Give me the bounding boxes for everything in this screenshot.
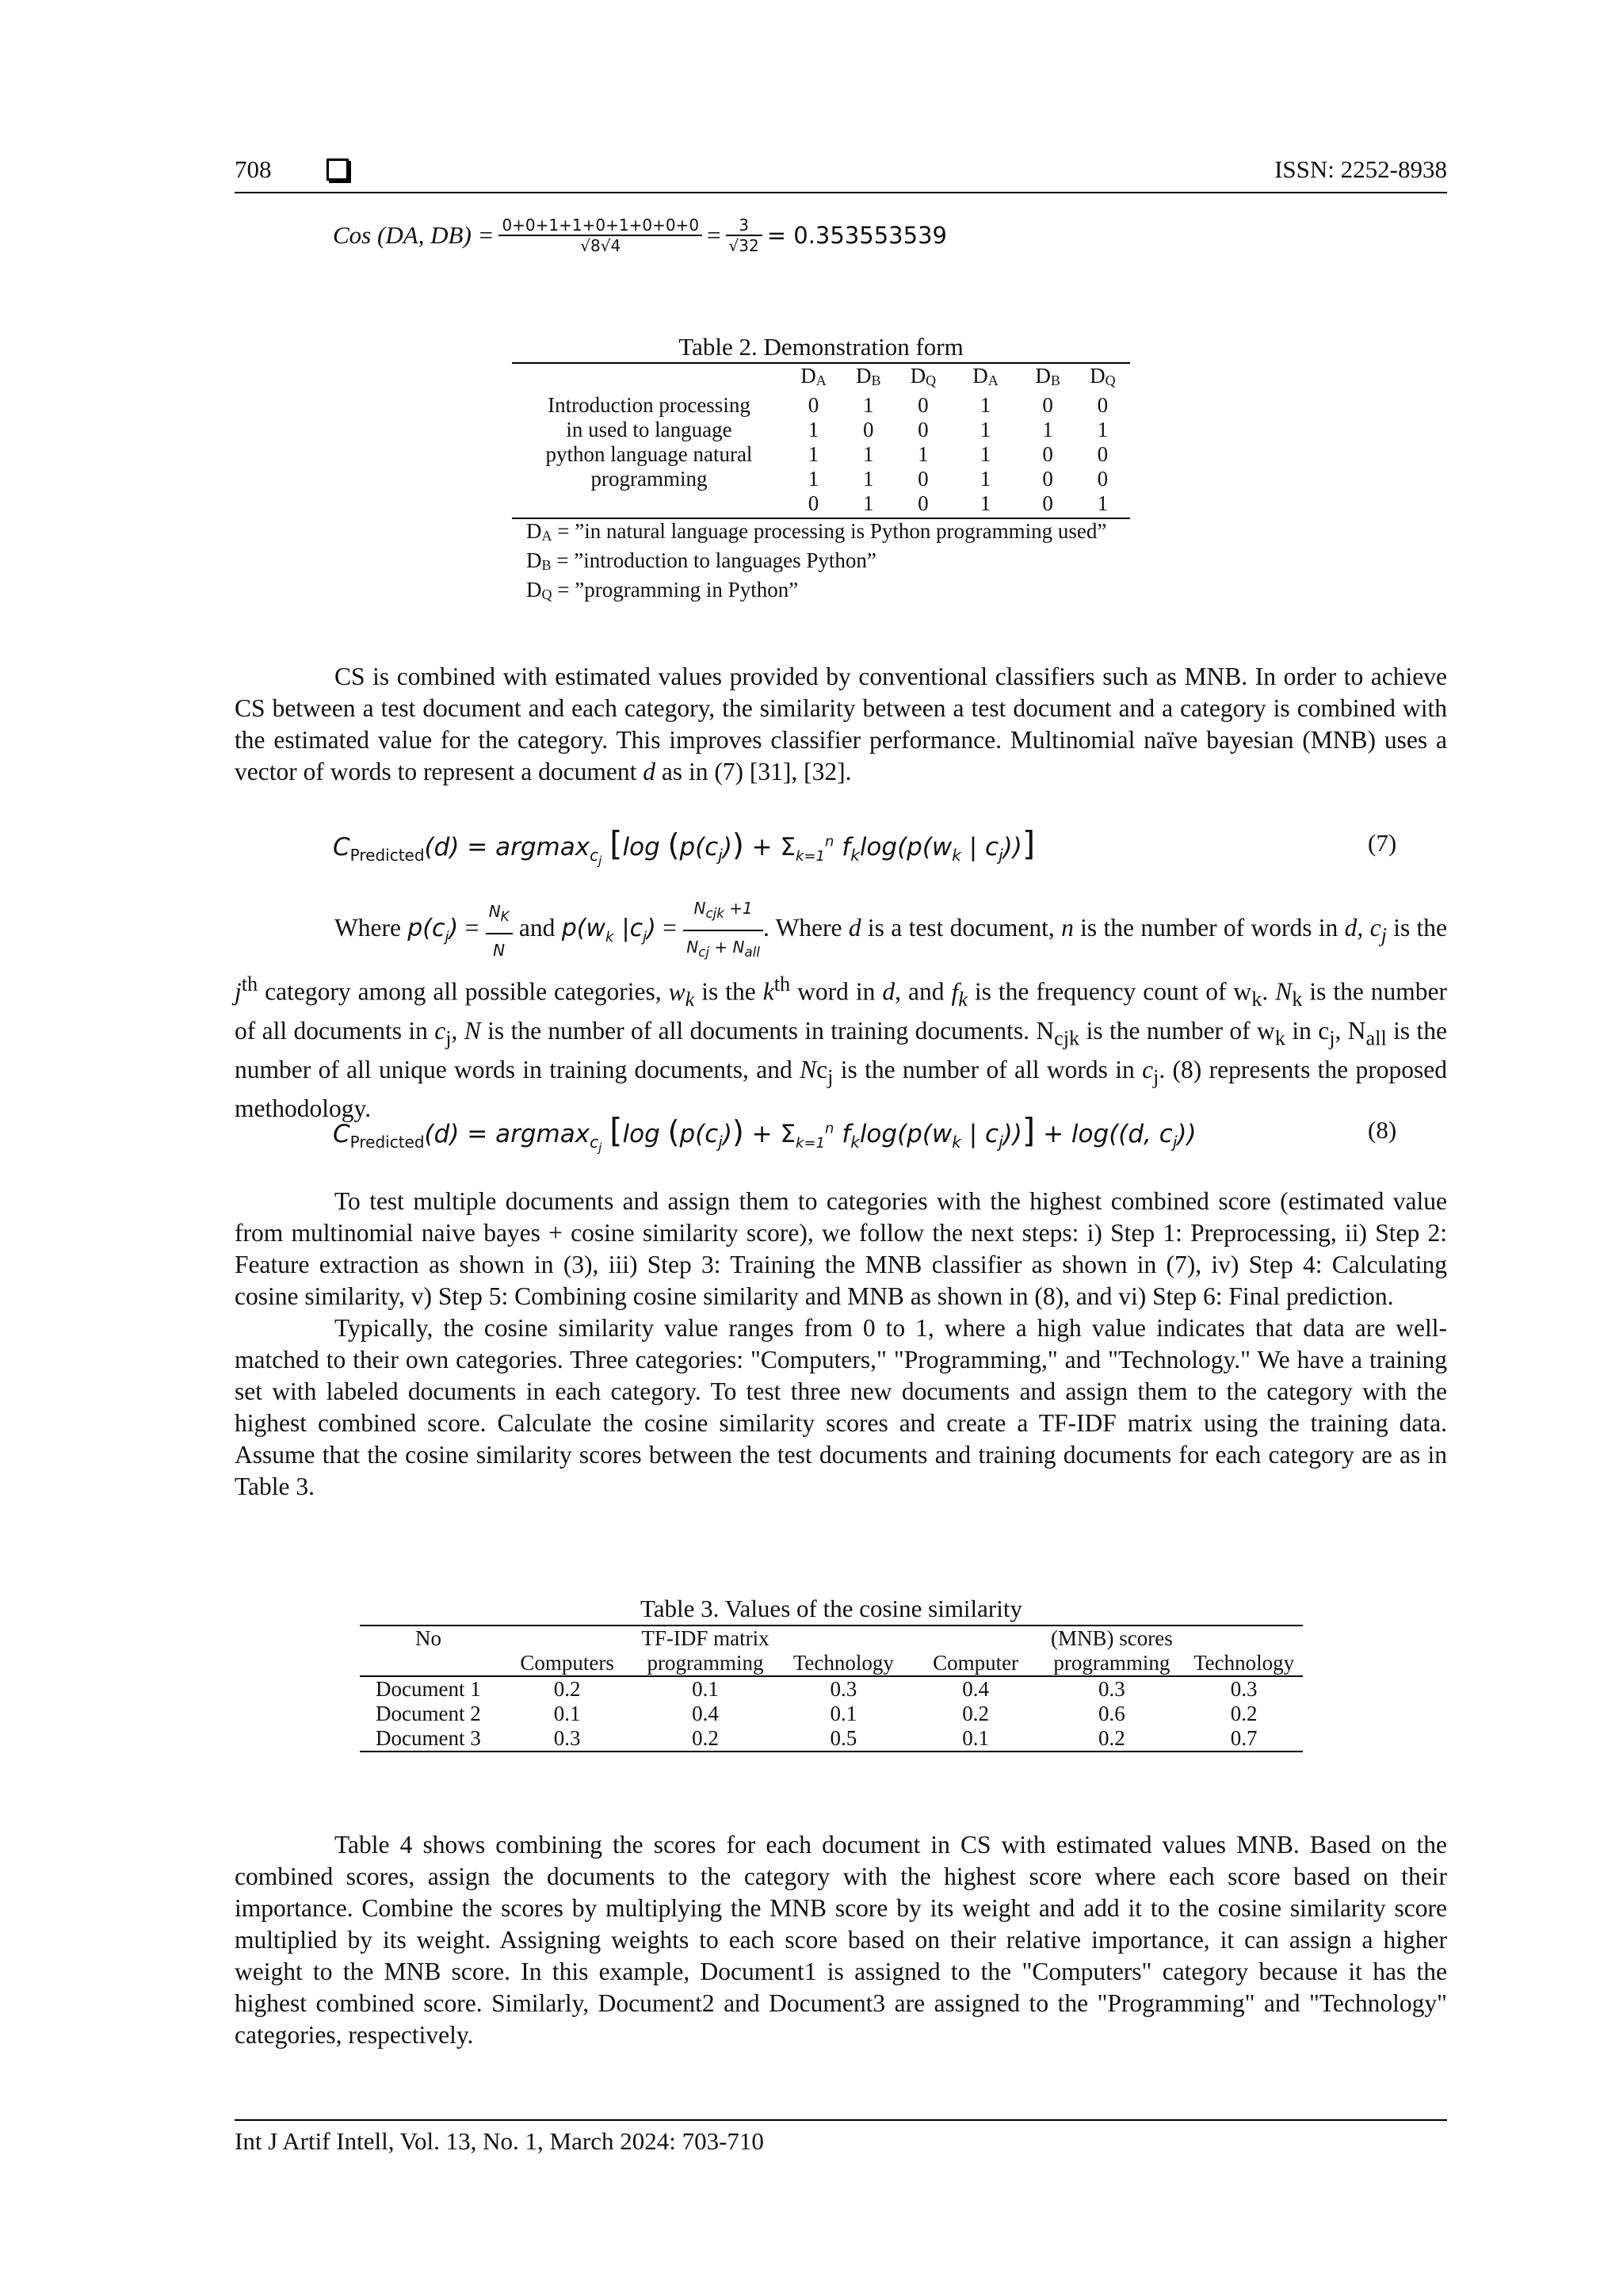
table3-cell: 0.1 [962,1726,989,1750]
table3-cell: 0.2 [962,1702,989,1725]
issn: ISSN: 2252-8938 [1274,155,1447,183]
table2-row-label: python language natural [545,442,753,466]
table3-no-header: No [415,1626,441,1650]
table2-cell: 1 [862,467,874,491]
table2-col-header: $D_Q$ [910,364,937,388]
paragraph-2: Where $p(c_j)$ = $\frac{N_K}{N}$ and $p(w_k$ $|c_j$) = $\frac{N_{cjk} +1}{N_{cj} + N_{all}}$ . Where d is a test document, n is the number of words in d, $c_j$ is the $j^{th}$ category among all possible categories, $w_k$ is the $k^{th}$ word in d, and $f_k$ is the frequency count of $w_k$. $N_k$ is the number of all documents in $c_j$, N is the number of all documents in training documents. $N_{cjk}$ is the number of $w_k$ in $c_j$, $N_{all}$ is the number of all unique words in training documents, and $Nc_j$ is the number of all words in $c_j$. (8) represents the proposed methodology. [235,892,1447,1125]
equation-8: $C_{Predicted}(d) = argmax_{c_j}$ [log $(p(c_j)) + \Sigma_{k=1}^n$ $f_k\log(p(w_k$ | $c_j))] + \log((d$, $c_j$)) [333,1111,1197,1156]
table2-row-label: Introduction processing [548,393,750,417]
table2-cell: 0 [918,467,929,491]
table2-cell: 0 [862,418,874,441]
table2-cell: 1 [862,393,874,417]
table2-col-header: $D_B$ [855,364,881,388]
table2-row-label: programming [590,467,708,491]
table2-cell: 1 [1097,418,1109,441]
table2-cell: 0 [918,491,929,515]
table2-cell: 0 [1042,393,1053,417]
paragraph-3: To test multiple documents and assign them to categories with the highest combined score (estimated value from multinomial naive bayes + cosine similarity score), we follow the next steps: i) Step 1: Preprocessing, ii) Step 2: Feature extraction as shown in (3), iii) Step 3: Training the MNB classifier as shown in (7), iv) Step 4: Calculating cosine similarity, v) Step 5: Combining cosine similarity and MNB as shown in (8), and vi) Step 6: Final prediction. [235,1187,1447,1310]
equation-8-number: (8) [1368,1116,1397,1144]
equation-7-number: (7) [1368,829,1397,857]
table2-note-da: $D_A$ = ”in natural language processing is Python programming used” [526,519,1107,544]
cosine-lhs: Cos (DA, DB) = [333,221,495,249]
table2-cell: 1 [808,442,819,466]
table3-cell: 0.2 [553,1677,581,1701]
table3 [360,1625,1303,1752]
table2-cell: 1 [980,491,991,515]
table3-grid [360,1626,1303,1751]
table3-mnb-header: (MNB) scores [1051,1626,1173,1650]
table2-cell: 1 [1097,491,1109,515]
cosine-mid-fraction [726,216,762,255]
cosine-formula: Cos (DA, DB) = $\frac{0+0+1+1+0+1+0+0+0}{√8√4}$ = $\frac{3}{√32}$ = 0.353553539 [333,216,947,255]
table3-group-row [360,1626,1303,1651]
table2-note-dq: $D_Q$ = ”programming in Python” [526,578,799,602]
paragraph-5: Table 4 shows combining the scores for each document in CS with estimated values MNB. Based on the combined scores, assign the documents to the category with the highest score where each score based on their importance. Combine the scores by multiplying the MNB score by its weight and add it to the cosine similarity score multiplied by its weight. Assigning weights to each score based on their relative importance, it can assign a higher weight to the MNB score. In this example, Document1 is assigned to the "Computers" category because it has the highest combined score. Similarly, Document2 and Document3 are assigned to the "Programming" and "Technology" categories, respectively. [235,1831,1447,2049]
header-rule [235,192,1447,193]
table2-col-header: $D_Q$ [1090,364,1116,388]
table2-cell: 1 [808,418,819,441]
table2-grid [512,364,1130,516]
table2-cell: 0 [1097,393,1109,417]
table3-col-header: Computer [933,1651,1019,1675]
table2-col-header: $D_B$ [1035,364,1060,388]
page-number: 708 [235,155,272,183]
table2-row [512,393,1130,418]
table3-row [360,1676,1303,1702]
table3-cell: 0.4 [962,1677,989,1701]
table3-cell: 0.3 [830,1677,857,1701]
table3-cell: 0.1 [553,1702,581,1725]
table2-cell: 1 [918,442,929,466]
square-bullet-icon [327,159,349,185]
table3-cell: 0.7 [1230,1726,1258,1750]
paragraph-3-4 [235,1186,1447,1503]
table3-cell: 0.1 [830,1702,857,1725]
table2-cell: 1 [862,442,874,466]
table2-note-db: $D_B$ = ”introduction to languages Python” [526,548,876,573]
table2-cell: 1 [1042,418,1053,441]
cosine-mid-denominator: √32 [728,236,759,255]
table2-row [512,442,1130,467]
cosine-result: = 0.353553539 [766,222,947,249]
table3-cell: 0.2 [692,1726,719,1750]
table2-cell: 0 [918,418,929,441]
table3-col-header: Technology [1193,1651,1295,1675]
table2-cell: 0 [1042,467,1053,491]
table2-cell: 0 [1042,442,1053,466]
table3-header-row [360,1651,1303,1676]
table2-cell: 0 [808,393,819,417]
table2-row [512,418,1130,442]
table3-caption: Table 3. Values of the cosine similarity [640,1595,1022,1622]
table2-cell: 0 [808,491,819,515]
paragraph-4: Typically, the cosine similarity value ranges from 0 to 1, where a high value indicates that data are well-matched to their own categories. Three categories: "Computers," "Programming," and "Technology." We have a training set with labeled documents in each category. To test three new documents and assign them to the category with the highest combined score. Calculate the cosine similarity scores and create a TF-IDF matrix using the training data. Assume that the cosine similarity scores between the test documents and training documents for each category are as in Table 3. [235,1314,1447,1500]
table3-tfidf-header: TF-IDF matrix [641,1626,769,1650]
table2-cell: 1 [980,442,991,466]
table3-cell: 0.2 [1098,1726,1125,1750]
table2-col-header: $D_A$ [800,364,827,388]
table2-row [512,467,1130,491]
table3-col-header: Technology [792,1651,894,1675]
table3-col-header: programming [1053,1651,1170,1675]
table3-col-header: programming [647,1651,764,1675]
table3-cell: 0.1 [692,1677,719,1701]
table2-caption: Table 2. Demonstration form [678,333,964,361]
table2-cell: 1 [808,467,819,491]
table2-row-label: in used to language [566,418,732,441]
table2-header-row [512,364,1130,393]
table2-cell: 0 [1042,491,1053,515]
cosine-mid-numerator: 3 [726,216,762,236]
equation-7: $C_{Predicted}(d) = argmax_{c_j}$ [log $(p(c_j)) + \Sigma_{k=1}^n$ $f_k\log(p(w_k$ | $c_j$))] [333,824,1036,869]
footer-rule [235,2119,1447,2121]
table2-notes [512,519,1130,607]
paragraph-1: CS is combined with estimated values provided by conventional classifiers such as MNB. In order to achieve CS between a test document and each category, the similarity between a test document and a category is combined with the estimated value for the category. This improves classifier performance. Multinomial naïve bayesian (MNB) uses a vector of words to represent a document d as in (7) [31], [32]. [235,663,1447,785]
table2-cell: 1 [980,393,991,417]
table2-row [512,491,1130,516]
table3-row [360,1702,1303,1726]
table2-cell: 1 [980,418,991,441]
table2-cell: 0 [1097,467,1109,491]
footer-citation: Int J Artif Intell, Vol. 13, No. 1, March 2024: 703-710 [235,2127,764,2155]
table3-col-header: Computers [520,1651,614,1675]
table3-cell: 0.3 [553,1726,581,1750]
table3-row-label: Document 2 [376,1702,481,1725]
table2 [512,362,1130,607]
table3-row [360,1726,1303,1751]
table2-cell: 1 [980,467,991,491]
cosine-fraction [498,216,702,255]
cosine-denominator: √8√4 [580,236,621,255]
table3-cell: 0.3 [1098,1677,1125,1701]
table3-cell: 0.6 [1098,1702,1125,1725]
table2-row-label [512,491,786,516]
table3-row-label: Document 1 [376,1677,481,1701]
table2-col-header: $D_A$ [972,364,999,388]
table2-cell: 1 [862,491,874,515]
table3-cell: 0.2 [1230,1702,1258,1725]
table2-cell: 0 [918,393,929,417]
table3-cell: 0.4 [692,1702,719,1725]
table3-cell: 0.5 [830,1726,857,1750]
cosine-numerator: 0+0+1+1+0+1+0+0+0 [498,216,702,236]
table3-row-label: Document 3 [376,1726,481,1750]
table3-cell: 0.3 [1230,1677,1258,1701]
table2-cell: 0 [1097,442,1109,466]
